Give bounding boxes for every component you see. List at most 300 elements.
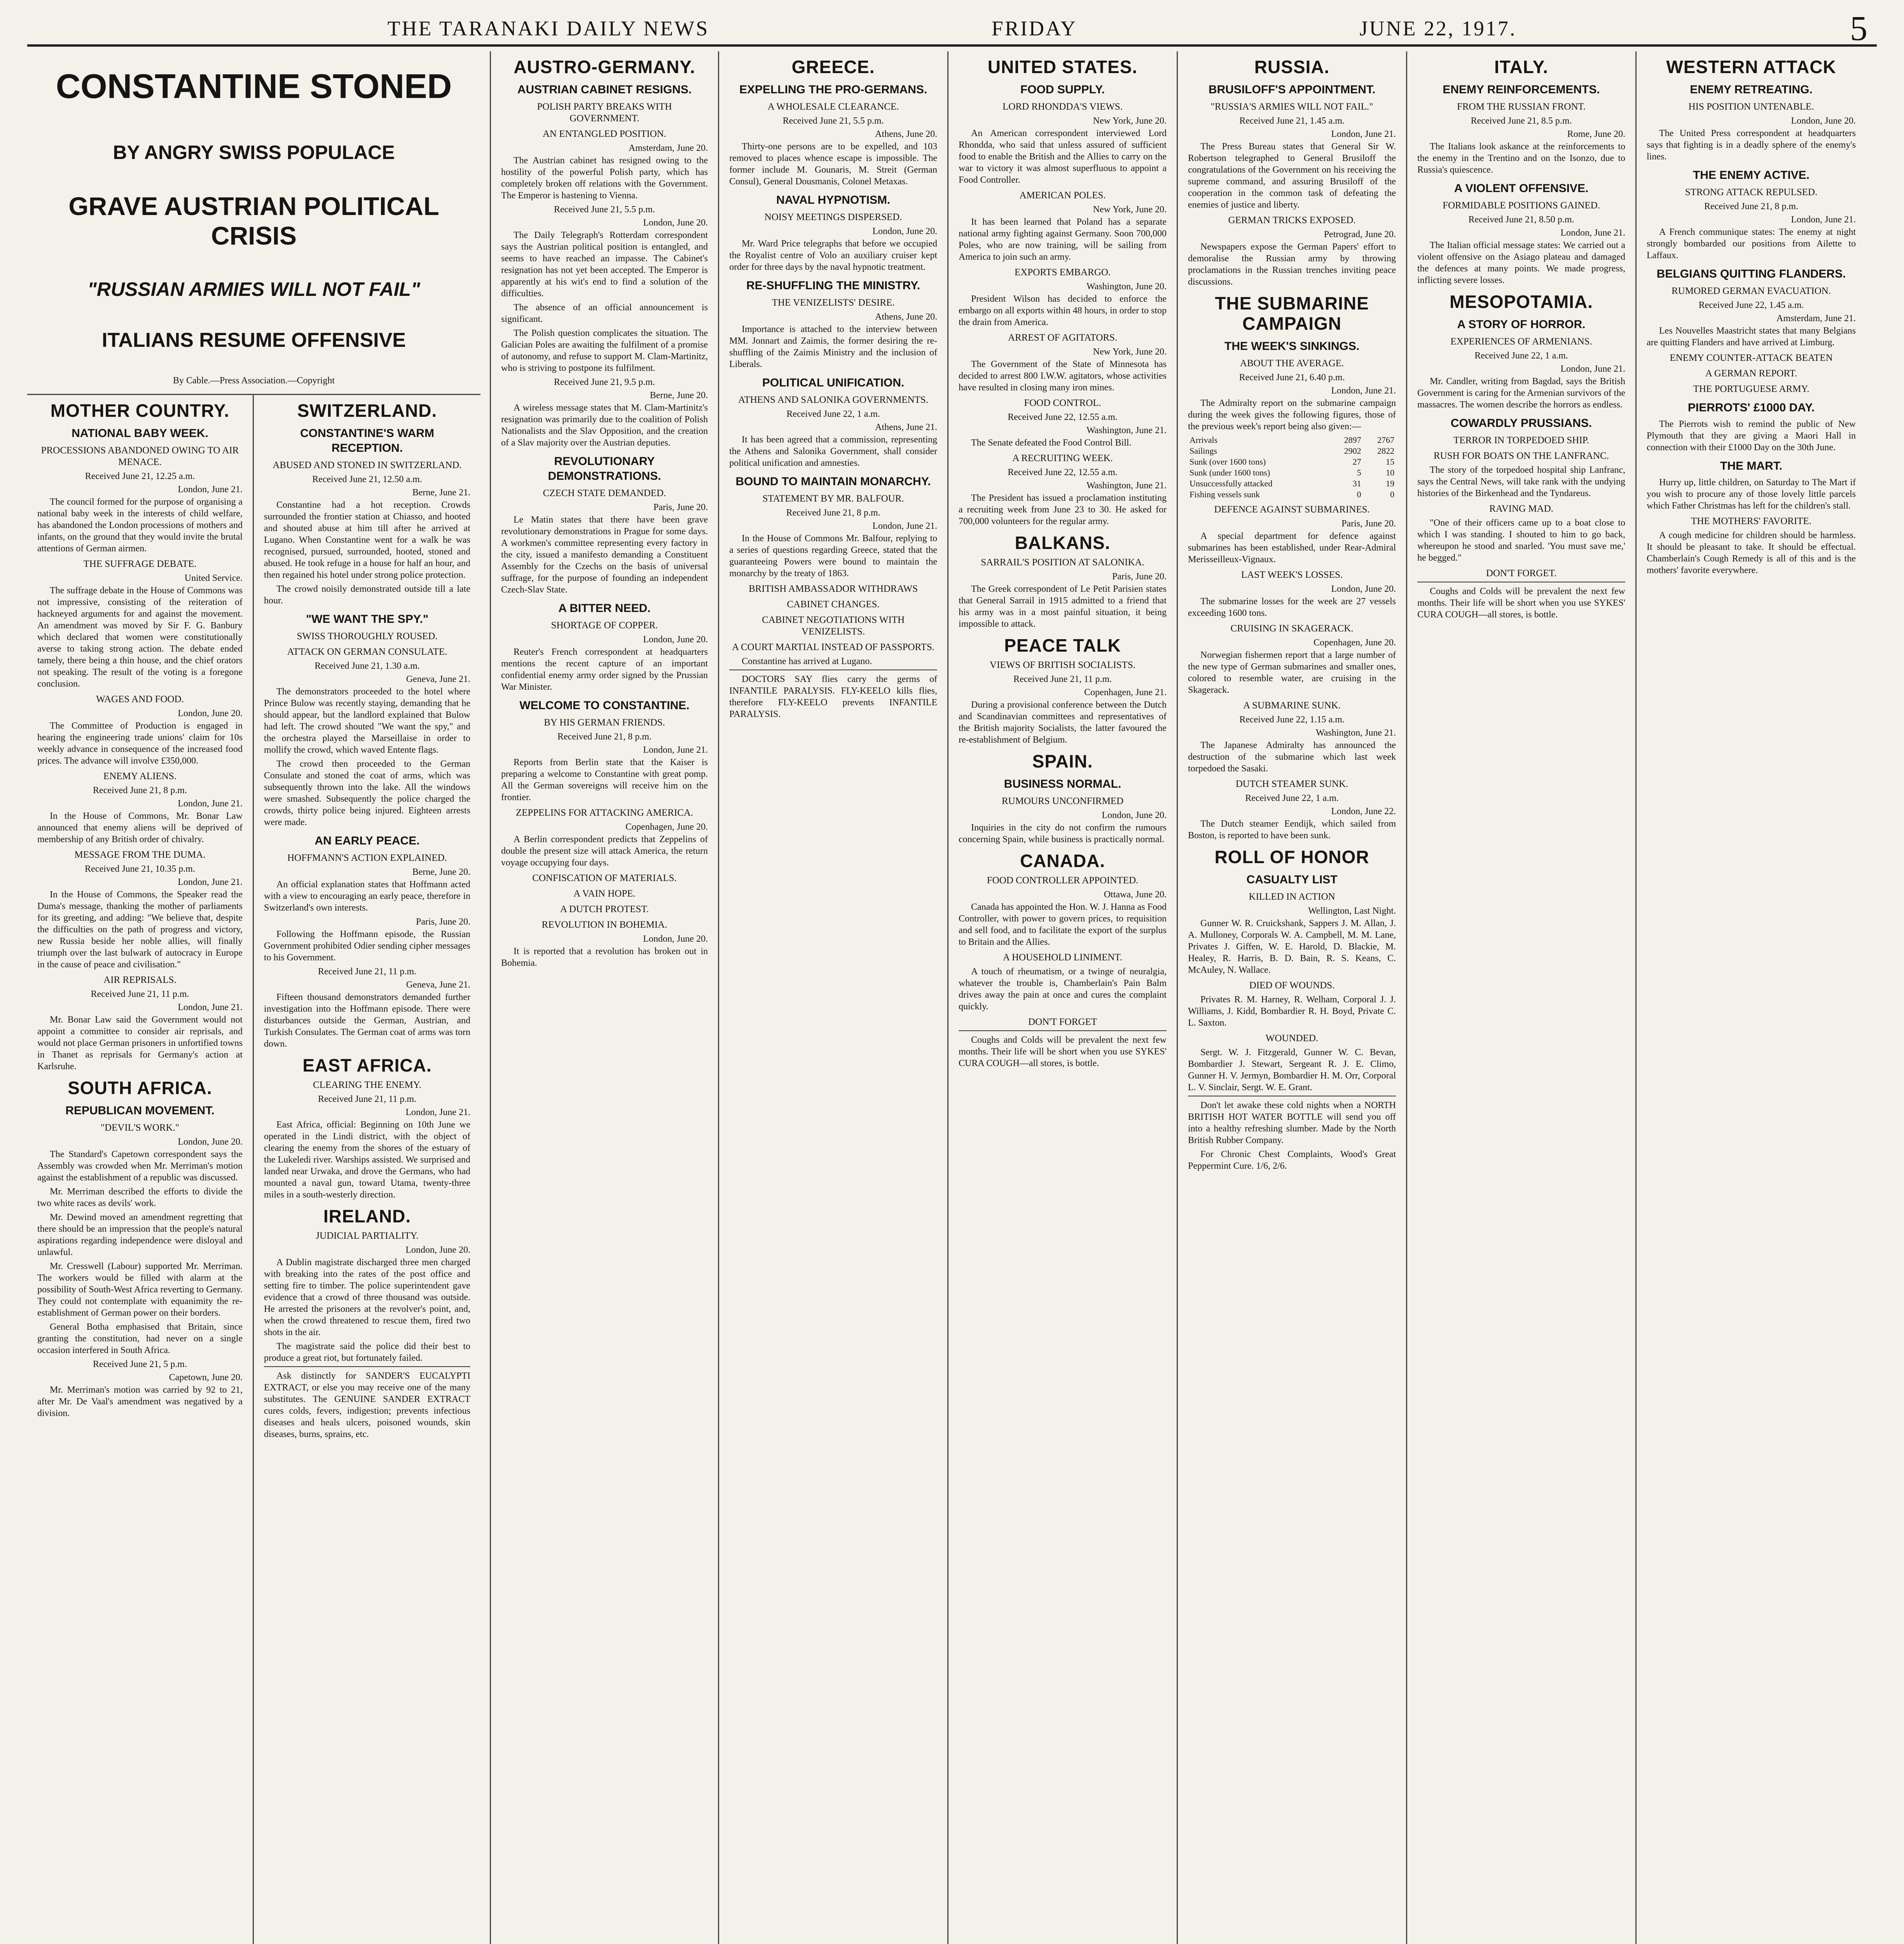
- article-subhead: MESSAGE FROM THE DUMA.: [74, 850, 206, 860]
- advertisement: Coughs and Colds will be prevalent the next few months. Their life will be short when you use SYKES' CURA COUGH—all stores, is bottle.: [1417, 582, 1625, 621]
- article-subhead: THE PORTUGUESE ARMY.: [1693, 384, 1810, 394]
- article-headline: A VIOLENT OFFENSIVE.: [1454, 182, 1589, 195]
- sinkings-value: 2767: [1377, 435, 1394, 445]
- article-subhead: RUSH FOR BOATS ON THE LANFRANC.: [1433, 451, 1609, 461]
- article-text: Privates R. M. Harney, R. Welham, Corporal J. J. Williams, J. Kidd, Bombardier R. H. Boyd, Private C. L. Saxton.: [1188, 995, 1396, 1028]
- article-subhead: ZEPPELINS FOR ATTACKING AMERICA.: [515, 808, 693, 818]
- article-text: Sergt. W. J. Fitzgerald, Gunner W. C. Bevan, Bombardier J. Stewart, Sergeant R. J. E. Climo, Gunner H. V. Jermyn, Bombardier H. M. Orr, Corporal L. V. Sinclair, Sergt. W. E. Grant.: [1188, 1047, 1396, 1093]
- column-united-states: [949, 51, 1178, 1944]
- article-subhead: A WHOLESALE CLEARANCE.: [767, 101, 899, 112]
- column-switzerland: [254, 395, 480, 1944]
- article-subhead: CZECH STATE DEMANDED.: [543, 488, 666, 498]
- dateline: London, June 22.: [1331, 806, 1396, 816]
- lead-subcolumns: [27, 394, 480, 1944]
- dateline: United Service.: [184, 573, 243, 583]
- article-subhead: CABINET NEGOTIATIONS WITH VENIZELISTS.: [762, 615, 905, 637]
- received-line: Received June 21, 8 p.m.: [557, 732, 652, 742]
- article-text: Thirty-one persons are to be expelled, and 103 removed to places whence escape is impossible. The former include M. Gounaris, M. Streit (German Consul), General Dousmanis, Colonel Metaxas.: [729, 142, 937, 187]
- article-text: The crowd noisily demonstrated outside till a late hour.: [264, 584, 470, 606]
- sinkings-label: Unsuccessfully attacked: [1190, 479, 1273, 488]
- article-headline: EXPELLING THE PRO-GERMANS.: [739, 83, 928, 96]
- article-text: Constantine has arrived at Lugano.: [742, 656, 872, 666]
- article-text: The Government of the State of Minnesota has decided to arrest 800 I.W.W. agitators, whose activities have resulted in closing many iron mines.: [959, 359, 1167, 393]
- article-headline: BRUSILOFF'S APPOINTMENT.: [1208, 83, 1376, 96]
- article-text: During a provisional conference between the Dutch and Scandinavian committees and representatives of the British majority Socialists, the latter favoured the re-establishment of Belgium.: [959, 700, 1167, 745]
- received-line: Received June 21, 1.45 a.m.: [1239, 116, 1345, 126]
- article-subhead: RAVING MAD.: [1489, 503, 1553, 514]
- received-line: Received June 21, 11 p.m.: [1013, 674, 1112, 684]
- sinkings-label: Sunk (over 1600 tons): [1190, 457, 1266, 467]
- article-text: Canada has appointed the Hon. W. J. Hanna as Food Controller, with power to govern prices, to requisition and sell food, and to facilitate the export of the surplus to Britain and the Allies.: [959, 902, 1167, 947]
- article-headline: COWARDLY PRUSSIANS.: [1450, 417, 1592, 430]
- article-text: Inquiries in the city do not confirm the rumours concerning Spain, while business is practically normal.: [959, 823, 1167, 844]
- section-title: MESOPOTAMIA.: [1450, 292, 1593, 312]
- article-text: The Committee of Production is engaged in hearing the engineering trade unions' claim for 10s weekly advance in consequence of the increased food prices. The advance will involve £350,000.: [37, 721, 243, 766]
- dateline: London, June 20.: [643, 218, 708, 228]
- article-text: Mr. Ward Price telegraphs that before we occupied the Royalist centre of Volo an auxiliary cruiser kept order for three days by the naval hypnotic treatment.: [729, 239, 937, 272]
- article-headline: WELCOME TO CONSTANTINE.: [519, 699, 690, 712]
- dateline: London, June 21.: [405, 1107, 470, 1117]
- article-text: Les Nouvelles Maastricht states that many Belgians are quitting Flanders and have arrived at Limburg.: [1647, 326, 1856, 348]
- columns: [27, 51, 1877, 1944]
- article-text: The Press Bureau states that General Sir W. Robertson telegraphed to General Brusiloff the congratulations of the Government on his receiving the supreme command, and assuring Brusiloff of the cooperation in the common task of defeating the enemies of justice and liberty.: [1188, 142, 1396, 210]
- article-text: The Italians look askance at the reinforcements to the enemy in the Trentino and on the Isonzo, due to Russia's quiescence.: [1417, 142, 1625, 175]
- dateline: Copenhagen, June 20.: [1314, 638, 1396, 648]
- article-text: A touch of rheumatism, or a twinge of neuralgia, whatever the trouble is, Chamberlain's Pain Balm drives away the pain at once and cures the complaint quickly.: [959, 967, 1167, 1012]
- article-text: "One of their officers came up to a boat close to which I was standing. I shouted to him to go back, whereupon he stood and snarled. 'You must save me,' he begged.": [1417, 518, 1625, 563]
- article-subhead: CRUISING IN SKAGERACK.: [1230, 623, 1354, 634]
- sinkings-table-body: [1188, 435, 1396, 500]
- article-text: Following the Hoffmann episode, the Russian Government prohibited Odier sending cipher messages to his Government.: [264, 929, 470, 963]
- article-headline: A STORY OF HORROR.: [1457, 318, 1586, 331]
- article-text: The Daily Telegraph's Rotterdam correspondent says the Austrian political position is entangled, and seems to have reached an impasse. The Cabinet's resignation has not yet been accepted. The Emperor is apparently at his wit's end to find a solution of the difficulties.: [501, 230, 708, 299]
- article-subhead: "RUSSIA'S ARMIES WILL NOT FAIL.": [1211, 101, 1373, 112]
- dateline: Berne, June 21.: [412, 488, 470, 498]
- received-line: Received June 21, 6.40 p.m.: [1239, 372, 1345, 383]
- dateline: Washington, June 21.: [1086, 425, 1167, 435]
- received-line: Received June 21, 8 p.m.: [1704, 201, 1798, 212]
- article-text: The suffrage debate in the House of Commons was not impressive, consisting of the reiteration of hackneyed arguments for and against the movement. An amendment was moved by Sir F. G. Banbury which declared that women were constitutionally averse to taking strong action. The debate ended tamely, there being a thin house, and the chief orators not speaking. The result of the voting is a foregone conclusion.: [37, 586, 243, 689]
- dateline: London, June 20.: [643, 635, 708, 645]
- article-text: In the House of Commons, the Speaker read the Duma's message, thanking the mother of parliaments for its greeting, and adding: "We believe that, despite the difficulties on the path of progress and victory, new Russia beside her noble allies, will finally triumph over the last bulwark of autocracy in Europe in the cause of peace and civilisation.": [37, 890, 243, 970]
- article-subhead: AIR REPRISALS.: [103, 975, 176, 985]
- article-text: It has been agreed that a commission, representing the Athens and Salonika Government, shall consider political unification and amnesties.: [729, 435, 937, 468]
- received-line: Received June 21, 10.35 p.m.: [85, 864, 195, 874]
- sinkings-value: 0: [1390, 489, 1394, 499]
- article-text: It is reported that a revolution has broken out in Bohemia.: [501, 946, 708, 968]
- article-subhead: THE SUFFRAGE DEBATE.: [83, 559, 197, 569]
- sinkings-value: 2897: [1344, 435, 1361, 445]
- article-text: Reports from Berlin state that the Kaiser is preparing a welcome to Constantine with great pomp. All the German sovereigns will receive him on the frontier.: [501, 757, 708, 802]
- article-subhead: AN ENTANGLED POSITION.: [542, 129, 667, 139]
- dateline: Amsterdam, June 20.: [629, 143, 708, 153]
- article-headline: BUSINESS NORMAL.: [1004, 778, 1121, 790]
- sinkings-row: [1188, 467, 1396, 478]
- sinkings-value: 27: [1352, 457, 1361, 467]
- article-text: The Polish question complicates the situation. The Galician Poles are awaiting the fulfilment of a promise of autonomy, and refuse to support M. Clam-Martinitz, who is striving to postpone its fulfilment.: [501, 328, 708, 373]
- dateline: Athens, June 20.: [875, 312, 937, 322]
- dateline: London, June 20.: [178, 1137, 243, 1147]
- article-subhead: SARRAIL'S POSITION AT SALONIKA.: [981, 557, 1144, 568]
- article-subhead: GERMAN TRICKS EXPOSED.: [1228, 215, 1356, 226]
- section-title: SPAIN.: [1032, 751, 1093, 771]
- dateline: Copenhagen, June 21.: [1084, 687, 1167, 698]
- byline: By Cable.—Press Association.—Copyright: [173, 376, 335, 386]
- article-text: The Pierrots wish to remind the public of New Plymouth that they are giving a Maori Hall in connection with their £1000 Day on the 30th June.: [1647, 419, 1856, 453]
- article-subhead: "DEVIL'S WORK.": [100, 1122, 180, 1133]
- article-subhead: A SUBMARINE SUNK.: [1243, 700, 1341, 711]
- received-line: Received June 21, 8 p.m.: [786, 508, 880, 518]
- article-text: Le Matin states that there have been grave revolutionary demonstrations in Prague for some days. A workmen's committee representing every factory in the city, issued a manifesto demanding a Constituent Assembly for the Czechs on the basis of universal suffrage, for the purpose of founding an independent Czech-Slav State.: [501, 515, 708, 595]
- article-text: East Africa, official: Beginning on 10th June we operated in the Lindi district, with the object of clearing the enemy from the shores of the estuary of the Lukeledi river. Warships assisted. We surprised and landed near Urwaka, and drove the Germans, who had mounted a naval gun, toward Utama, twenty-three miles in a south-westerly direction.: [264, 1120, 470, 1200]
- article-text: An American correspondent interviewed Lord Rhondda, who said that unless assured of sufficient food to enable the British and the Allies to carry on the war to victory it was almost superfluous to appoint a Food Controller.: [959, 128, 1167, 185]
- received-line: Received June 21, 5 p.m.: [93, 1359, 187, 1369]
- article-text: The crowd then proceeded to the German Consulate and stoned the coat of arms, which was subsequently thrown into the lake. All the windows were smashed. Subsequently the police charged the crowds, thirty police being injured. Eighteen arrests were made.: [264, 759, 470, 827]
- article-subhead: RUMOURS UNCONFIRMED: [1001, 796, 1124, 806]
- article-text: A special department for defence against submarines has been established, under Rear-Admiral Merisseilleux-Vignaux.: [1188, 531, 1396, 565]
- sinkings-value: 2902: [1344, 446, 1361, 456]
- article-headline: CONSTANTINE'S WARM RECEPTION.: [300, 427, 434, 455]
- article-subhead: VIEWS OF BRITISH SOCIALISTS.: [989, 660, 1136, 670]
- article-headline: RE-SHUFFLING THE MINISTRY.: [746, 279, 921, 292]
- article-subhead: ABOUT THE AVERAGE.: [1240, 358, 1344, 369]
- article-text: Newspapers expose the German Papers' effort to demoralise the Russian army by throwing proclamations in the Russian trenches inviting peace discussions.: [1188, 242, 1396, 287]
- received-line: Received June 21, 8.5 p.m.: [1471, 116, 1572, 126]
- article-text: The Standard's Capetown correspondent says the Assembly was crowded when Mr. Merriman's motion against the establishment of a republic was discussed.: [37, 1149, 243, 1183]
- dateline: Paris, June 20.: [653, 502, 708, 512]
- article-subhead: DIED OF WOUNDS.: [1249, 980, 1335, 991]
- article-subhead: A RECRUITING WEEK.: [1012, 453, 1113, 463]
- section-title: ITALY.: [1494, 57, 1548, 77]
- dateline: Capetown, June 20.: [169, 1372, 243, 1383]
- sinkings-value: 15: [1386, 457, 1394, 467]
- article-text: President Wilson has decided to enforce the embargo on all exports within 48 hours, in order to stop the drain from America.: [959, 294, 1167, 327]
- dateline: Geneva, June 21.: [406, 674, 470, 684]
- page-number: 5: [1850, 9, 1869, 48]
- article-text: Importance is attached to the interview between MM. Jonnart and Zaimis, the former desiring the re-shuffling of the Zaimis Ministry and the inclusion of Liberals.: [729, 324, 937, 369]
- article-headline: REVOLUTIONARY DEMONSTRATIONS.: [548, 455, 661, 483]
- article-headline: POLITICAL UNIFICATION.: [762, 376, 905, 389]
- dateline: London, June 21.: [178, 799, 243, 809]
- dateline: New York, June 20.: [1093, 205, 1167, 215]
- article-text: In the House of Commons Mr. Balfour, replying to a series of questions regarding Greece, stated that the guaranteeing Powers were bound to maintain the monarchy by the treaty of 1863.: [729, 533, 937, 579]
- dateline: London, June 21.: [178, 1002, 243, 1012]
- section-title: GREECE.: [791, 57, 875, 77]
- lead-headline-5: ITALIANS RESUME OFFENSIVE: [102, 329, 406, 351]
- article-subhead: ATTACK ON GERMAN CONSULATE.: [287, 647, 447, 657]
- sinkings-row: [1188, 456, 1396, 467]
- dateline: Paris, June 20.: [1112, 572, 1167, 582]
- received-line: Received June 21, 12.50 a.m.: [312, 474, 422, 484]
- section-title: THE SUBMARINE CAMPAIGN: [1215, 293, 1369, 334]
- article-text: Hurry up, little children, on Saturday to The Mart if you wish to procure any of those lovely little parcels which Father Christmas has left for the children's stall.: [1647, 477, 1856, 511]
- article-subhead: CONFISCATION OF MATERIALS.: [532, 873, 677, 883]
- article-text: A Berlin correspondent predicts that Zeppelins of double the present size will attack America, the return voyage occupying four days.: [501, 834, 708, 868]
- article-subhead: ABUSED AND STONED IN SWITZERLAND.: [272, 460, 462, 470]
- dateline: London, June 20.: [1102, 810, 1167, 820]
- section-title: SOUTH AFRICA.: [68, 1078, 212, 1098]
- article-subhead: HOFFMANN'S ACTION EXPLAINED.: [287, 853, 447, 863]
- article-subhead: NOISY MEETINGS DISPERSED.: [764, 212, 902, 222]
- dateline: Berne, June 20.: [412, 867, 470, 877]
- article-text: The Italian official message states: We carried out a violent offensive on the Asiago plateau and damaged the defences at many points. We made progress, inflicting severe losses.: [1417, 240, 1625, 285]
- article-subhead: SWISS THOROUGHLY ROUSED.: [297, 631, 438, 642]
- sinkings-value: 19: [1386, 479, 1394, 488]
- article-headline: ENEMY REINFORCEMENTS.: [1443, 83, 1600, 96]
- article-subhead: A COURT MARTIAL INSTEAD OF PASSPORTS.: [732, 642, 935, 652]
- article-text: The magistrate said the police did their best to produce a great riot, but fortunately failed.: [264, 1341, 470, 1363]
- article-subhead: AMERICAN POLES.: [1019, 190, 1106, 201]
- lead-headline-1: CONSTANTINE STONED: [56, 67, 452, 105]
- lead-headline-4: "RUSSIAN ARMIES WILL NOT FAIL": [87, 278, 420, 300]
- article-text: Mr. Merriman described the efforts to divide the two white races as devils' work.: [37, 1187, 243, 1208]
- section-title: MOTHER COUNTRY.: [50, 400, 230, 421]
- article-subhead: DEFENCE AGAINST SUBMARINES.: [1214, 504, 1370, 515]
- article-subhead: EXPORTS EMBARGO.: [1014, 267, 1111, 278]
- article-subhead: DUTCH STEAMER SUNK.: [1235, 779, 1349, 789]
- received-line: Received June 22, 12.55 a.m.: [1008, 412, 1118, 422]
- article-subhead: LORD RHONDDA'S VIEWS.: [1003, 101, 1123, 112]
- article-text: The Greek correspondent of Le Petit Parisien states that General Sarrail in 1915 admitted to a friend that his army was in a most painful situation, it being impossible to attack.: [959, 584, 1167, 629]
- dateline: London, June 21.: [1560, 364, 1625, 374]
- dateline: New York, June 20.: [1093, 116, 1167, 126]
- article-headline: BELGIANS QUITTING FLANDERS.: [1656, 267, 1846, 280]
- advertisement: For Chronic Chest Complaints, Wood's Great Peppermint Cure. 1/6, 2/6.: [1188, 1149, 1396, 1171]
- article-subhead: ENEMY ALIENS.: [103, 771, 176, 781]
- lead-headline-2: BY ANGRY SWISS POPULACE: [113, 142, 395, 163]
- article-subhead: A GERMAN REPORT.: [1705, 368, 1797, 379]
- section-title: IRELAND.: [323, 1206, 411, 1226]
- dateline: Paris, June 20.: [1342, 519, 1396, 529]
- article-text: Gunner W. R. Cruickshank, Sappers J. M. Allan, J. A. Mulloney, Corporals W. A. Campbell, M. M. Lane, Privates J. Giffen, W. E. Harold, D. Blackie, M. Healey, R. Harris, B. D. Bain, R. S. Keans, C. McAuley, N. Wallace.: [1188, 918, 1396, 975]
- column-greece: [719, 51, 949, 1944]
- article-subhead: WAGES AND FOOD.: [96, 694, 184, 705]
- received-line: Received June 21, 9.5 p.m.: [554, 377, 655, 387]
- article-headline: REPUBLICAN MOVEMENT.: [65, 1104, 215, 1117]
- article-subhead: LAST WEEK'S LOSSES.: [1241, 570, 1343, 580]
- sinkings-row: [1188, 478, 1396, 489]
- article-text: Reuter's French correspondent at headquarters mentions the recent capture of an important confidential enemy army order signed by the Prussian War Minister.: [501, 647, 708, 692]
- dateline: London, June 21.: [872, 521, 937, 531]
- dateline: Washington, June 20.: [1086, 281, 1167, 292]
- article-subhead: FORMIDABLE POSITIONS GAINED.: [1443, 200, 1600, 211]
- sinkings-value: 0: [1357, 489, 1361, 499]
- article-text: In the House of Commons, Mr. Bonar Law announced that enemy aliens will be deprived of membership of any British order of chivalry.: [37, 811, 243, 844]
- article-subhead: FOOD CONTROL.: [1024, 398, 1101, 408]
- received-line: Received June 21, 1.30 a.m.: [314, 661, 420, 671]
- sinkings-row: [1188, 435, 1396, 446]
- section-title: EAST AFRICA.: [302, 1055, 432, 1075]
- article-text: Mr. Merriman's motion was carried by 92 to 21, after Mr. De Vaal's amendment was negatived by a division.: [37, 1385, 243, 1418]
- article-text: Mr. Candler, writing from Bagdad, says the British Government is caring for the Armenian survivors of the massacres. The women describe the horrors as endless.: [1417, 376, 1625, 410]
- sinkings-row: [1188, 489, 1396, 500]
- article-subhead: A DUTCH PROTEST.: [560, 904, 649, 914]
- article-subhead: ARREST OF AGITATORS.: [1008, 332, 1118, 343]
- sinkings-label: Sunk (under 1600 tons): [1190, 468, 1270, 477]
- issue-date: JUNE 22, 1917.: [1359, 17, 1517, 40]
- column-mother-country: [27, 395, 254, 1944]
- sinkings-label: Sailings: [1190, 446, 1217, 456]
- section-title: WESTERN ATTACK: [1666, 57, 1836, 77]
- article-text: The Japanese Admiralty has announced the destruction of the submarine which last week torpedoed the Sasaki.: [1188, 740, 1396, 774]
- article-headline: NATIONAL BABY WEEK.: [72, 427, 208, 440]
- article-text: A French communique states: The enemy at night strongly bombarded our positions from Ailette to Laffaux.: [1647, 227, 1856, 260]
- article-text: The Admiralty report on the submarine campaign during the week gives the following figures, those of the previous week's report being also given:—: [1188, 398, 1396, 432]
- received-line: Received June 21, 8.50 p.m.: [1468, 215, 1574, 225]
- sinkings-value: 31: [1352, 479, 1361, 488]
- article-subhead: ENEMY COUNTER-ATTACK BEATEN: [1670, 353, 1833, 363]
- sinkings-value: 2822: [1377, 446, 1394, 456]
- article-text: The Austrian cabinet has resigned owing to the hostility of the powerful Polish party, which has completely broken off relations with the Government. The Emperor is hastening to Vienna.: [501, 156, 708, 201]
- article-text: Mr. Cresswell (Labour) supported Mr. Merriman. The workers would be filled with alarm at the possibility of South-West Africa reverting to Germany. They could not contemplate with equanimity the re-establishment of German power on their borders.: [37, 1261, 243, 1318]
- article-subhead: ATHENS AND SALONIKA GOVERNMENTS.: [738, 395, 928, 405]
- dateline: London, June 20.: [405, 1245, 470, 1255]
- received-line: Received June 21, 11 p.m.: [91, 989, 189, 999]
- dateline: Paris, June 20.: [416, 917, 470, 927]
- article-headline: PIERROTS' £1000 DAY.: [1687, 401, 1815, 414]
- article-subhead: CLEARING THE ENEMY.: [313, 1080, 421, 1090]
- article-subhead: TERROR IN TORPEDOED SHIP.: [1453, 435, 1590, 446]
- advertisement: Don't let awake these cold nights when a NORTH BRITISH HOT WATER BOTTLE will send you off into a healthy refreshing slumber. Made by the North British Rubber Company.: [1188, 1096, 1396, 1146]
- section-title: UNITED STATES.: [987, 57, 1138, 77]
- section-title: ROLL OF HONOR: [1214, 847, 1369, 867]
- received-line: Received June 22, 1.45 a.m.: [1698, 300, 1804, 310]
- article-text: An official explanation states that Hoffmann acted with a view to encouraging an early peace, therefore in Switzerland's own interests.: [264, 879, 470, 913]
- article-text: The Senate defeated the Food Control Bill.: [971, 438, 1132, 448]
- dateline: London, June 21.: [178, 877, 243, 887]
- issue-day: FRIDAY: [991, 17, 1077, 40]
- article-text: The United Press correspondent at headquarters says that fighting is in a deadly sphere of the enemy's lines.: [1647, 128, 1856, 162]
- article-subhead: BY HIS GERMAN FRIENDS.: [544, 717, 665, 728]
- received-line: Received June 21, 12.25 a.m.: [85, 471, 195, 481]
- article-text: Mr. Bonar Law said the Government would not appoint a committee to consider air reprisals, and would not place German prisoners in unfortified towns in Thanet as reprisals for Germany's action at Karlsruhe.: [37, 1015, 243, 1072]
- article-text: General Botha emphasised that Britain, since granting the constitution, had never on a single occasion interfered in South Africa.: [37, 1322, 243, 1355]
- dateline: London, June 20.: [872, 226, 937, 236]
- article-text: The President has issued a proclamation instituting a recruiting week from June 23 to 30. He asked for 700,000 volunteers for the regular army.: [959, 493, 1167, 526]
- article-subhead: JUDICIAL PARTIALITY.: [316, 1231, 419, 1241]
- dateline: Wellington, Last Night.: [1308, 906, 1396, 916]
- article-headline: FOOD SUPPLY.: [1020, 83, 1105, 96]
- article-headline: A BITTER NEED.: [558, 602, 651, 615]
- article-text: A cough medicine for children should be harmless. It should be pleasant to take. It should be effectual. Chamberlain's Cough Remedy is all of this and is the mothers' favorite everywhere.: [1647, 530, 1856, 575]
- article-text: Fifteen thousand demonstrators demanded further investigation into the Hoffmann episode. There were disturbances outside the German, Austrian, and Turkish Consulates. The German coat of arms was torn down.: [264, 992, 470, 1049]
- article-headline: THE ENEMY ACTIVE.: [1693, 169, 1810, 182]
- column-italy: [1407, 51, 1637, 1944]
- sinkings-row: [1188, 446, 1396, 456]
- sinkings-label: Arrivals: [1190, 435, 1218, 445]
- dateline: Copenhagen, June 20.: [625, 822, 708, 832]
- dateline: London, June 21.: [178, 484, 243, 495]
- received-line: Received June 21, 5.5 p.m.: [554, 205, 655, 215]
- article-text: The submarine losses for the week are 27 vessels exceeding 1600 tons.: [1188, 596, 1396, 618]
- article-headline: "WE WANT THE SPY.": [306, 613, 429, 626]
- masthead: [27, 9, 1877, 48]
- sinkings-value: 5: [1357, 468, 1361, 477]
- section-title: AUSTRO-GERMANY.: [514, 57, 695, 77]
- dateline: London, June 20.: [1331, 584, 1396, 594]
- advertisement: Ask distinctly for SANDER'S EUCALYPTI EXTRACT, or else you may receive one of the many substitutes. The GENUINE SANDER EXTRACT cures colds, fevers, indigestion; prevents infectious diseases and heals ulcers, poisoned wounds, skin diseases, burns, sprains, etc.: [264, 1366, 470, 1440]
- received-line: Received June 22, 12.55 a.m.: [1008, 467, 1118, 477]
- lead-headline-3: GRAVE AUSTRIAN POLITICAL CRISIS: [68, 192, 439, 250]
- article-text: The absence of an official announcement is significant.: [501, 302, 708, 324]
- sinkings-label: Fishing vessels sunk: [1190, 489, 1260, 499]
- article-subhead: RUMORED GERMAN EVACUATION.: [1672, 286, 1831, 296]
- article-subhead: BRITISH AMBASSADOR WITHDRAWS: [748, 584, 918, 594]
- section-title: RUSSIA.: [1254, 57, 1330, 77]
- section-title: CANADA.: [1020, 851, 1106, 871]
- article-headline: AUSTRIAN CABINET RESIGNS.: [517, 83, 692, 96]
- dateline: London, June 21.: [1331, 386, 1396, 396]
- dateline: Petrograd, June 20.: [1324, 229, 1396, 240]
- dateline: Athens, June 20.: [875, 129, 937, 139]
- article-subhead: SHORTAGE OF COPPER.: [551, 620, 658, 631]
- article-subhead: HIS POSITION UNTENABLE.: [1688, 101, 1814, 112]
- article-headline: THE WEEK'S SINKINGS.: [1224, 340, 1360, 353]
- article-subhead: THE VENIZELISTS' DESIRE.: [772, 297, 895, 308]
- article-subhead: REVOLUTION IN BOHEMIA.: [542, 920, 667, 930]
- article-subhead: WOUNDED.: [1265, 1033, 1319, 1044]
- article-headline: NAVAL HYPNOTISM.: [776, 194, 891, 206]
- article-text: The Dutch steamer Eendijk, which sailed from Boston, is reported to have been sunk.: [1188, 819, 1396, 841]
- advertisement: Coughs and Colds will be prevalent the next few months. Their life will be short when you use SYKES' CURA COUGH—all stores, is bottle.: [959, 1030, 1167, 1069]
- article-subhead: FROM THE RUSSIAN FRONT.: [1457, 101, 1586, 112]
- section-title: BALKANS.: [1015, 533, 1111, 553]
- article-headline: BOUND TO MAINTAIN MONARCHY.: [735, 475, 931, 488]
- dateline: London, June 20.: [643, 934, 708, 944]
- dateline: London, June 21.: [1791, 215, 1856, 225]
- section-title: PEACE TALK: [1004, 635, 1121, 656]
- article-headline: AN EARLY PEACE.: [314, 834, 420, 847]
- article-headline: ENEMY RETREATING.: [1690, 83, 1813, 96]
- dateline: Rome, June 20.: [1567, 129, 1625, 139]
- column-russia: [1178, 51, 1407, 1944]
- column-austro-germany: [490, 51, 719, 1944]
- article-subhead: DON'T FORGET.: [1486, 568, 1557, 579]
- article-subhead: EXPERIENCES OF ARMENIANS.: [1450, 336, 1592, 347]
- dateline: London, June 20.: [1791, 116, 1856, 126]
- advertisement: DOCTORS SAY flies carry the germs of INFANTILE PARALYSIS. FLY-KEELO kills flies, therefore FLY-KEELO prevents INFANTILE PARALYSIS.: [729, 670, 937, 720]
- article-subhead: DON'T FORGET: [1028, 1017, 1097, 1027]
- article-subhead: PROCESSIONS ABANDONED OWING TO AIR MENACE.: [41, 445, 239, 467]
- section-title: SWITZERLAND.: [297, 400, 437, 421]
- paper-title: THE TARANAKI DAILY NEWS: [387, 17, 709, 40]
- article-text: It has been learned that Poland has a separate national army fighting against Germany. Soon 700,000 Poles, who are now training, will be sailing from America to join such an army.: [959, 217, 1167, 262]
- column-western-attack: [1637, 51, 1866, 1944]
- article-headline: THE MART.: [1720, 460, 1782, 472]
- article-text: Norwegian fishermen report that a large number of the new type of German submarines and smaller ones, colored to resemble water, are cruising in the Skagerack.: [1188, 650, 1396, 695]
- received-line: Received June 22, 1.15 a.m.: [1239, 715, 1345, 725]
- dateline: New York, June 20.: [1093, 347, 1167, 357]
- dateline: Amsterdam, June 21.: [1776, 313, 1856, 323]
- article-text: The story of the torpedoed hospital ship Lanfranc, says the Central News, will take rank with the undying histories of the Birkenhead and the Tyndareus.: [1417, 465, 1625, 498]
- dateline: London, June 21.: [1560, 228, 1625, 238]
- article-subhead: POLISH PARTY BREAKS WITH GOVERNMENT.: [537, 101, 672, 124]
- article-text: A wireless message states that M. Clam-Martinitz's resignation was primarily due to the coalition of Polish Nationalists and the Slav Opposition, and the creation of a Slav majority over the Austrian deputies.: [501, 403, 708, 448]
- article-subhead: STRONG ATTACK REPULSED.: [1685, 187, 1818, 198]
- article-subhead: A HOUSEHOLD LINIMENT.: [1003, 952, 1123, 963]
- article-text: Constantine had a hot reception. Crowds surrounded the frontier station at Chiasso, and hooted and shouted abuse at him till after he arrived at Lugano. When Constantine went for a walk he was recognised, pursued, surrounded, hooted, stoned and abused. He took refuge in a house for half an hour, and then regained his hotel under strong police protection.: [264, 500, 470, 580]
- dateline: Geneva, June 21.: [406, 980, 470, 990]
- article-text: A Dublin magistrate discharged three men charged with breaking into the rates of the post office and setting fire to timber. The police superintendent gave evidence that a crowd of three thousand was outside. He arrested the prisoners at the revolver's point, and, when the crowd threatened to rescue them, fired two shots in the air.: [264, 1257, 470, 1337]
- sinkings-table: [1188, 435, 1396, 500]
- received-line: Received June 21, 8 p.m.: [93, 785, 187, 795]
- article-subhead: CABINET CHANGES.: [787, 599, 880, 610]
- article-subhead: STATEMENT BY MR. BALFOUR.: [762, 493, 904, 504]
- received-line: Received June 21, 5.5 p.m.: [783, 116, 884, 126]
- article-headline: CASUALTY LIST: [1246, 873, 1338, 886]
- received-line: Received June 21, 11 p.m.: [318, 1094, 417, 1104]
- dateline: Washington, June 21.: [1086, 481, 1167, 491]
